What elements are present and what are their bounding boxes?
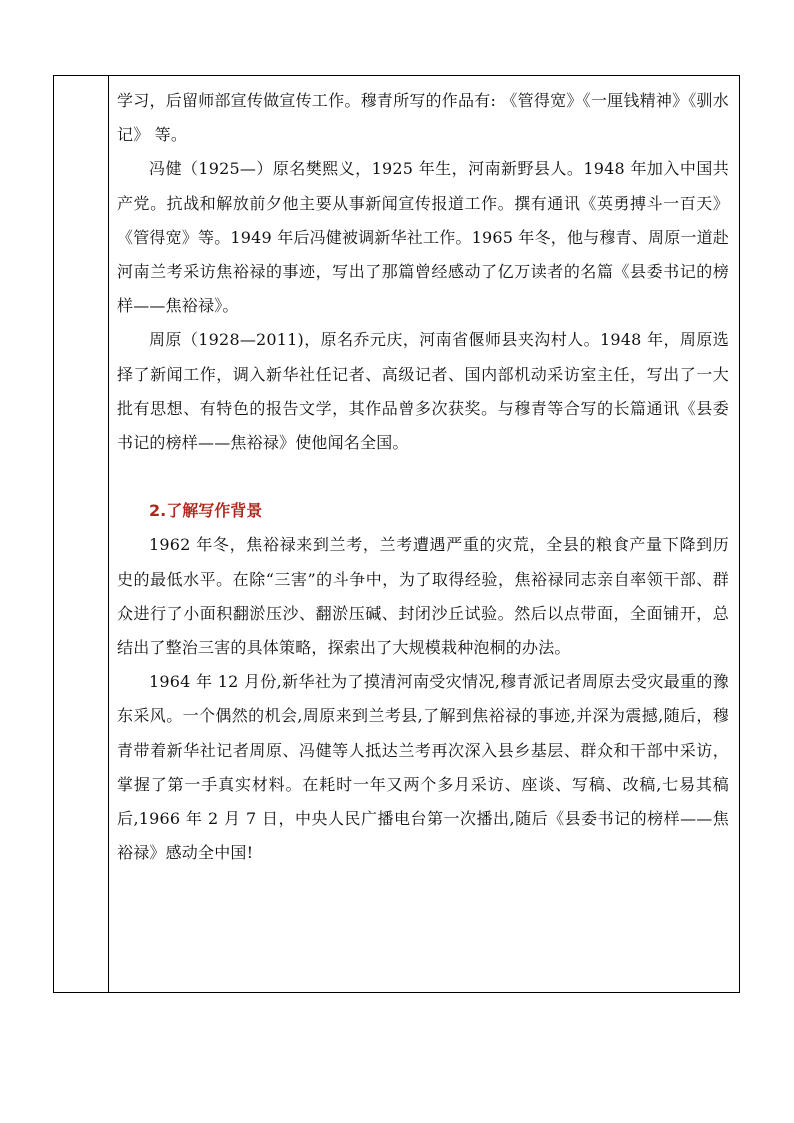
section-spacer <box>117 460 729 494</box>
lesson-table <box>53 75 740 993</box>
zhou-yuan-paragraph: 周原（1928—2011)，原名乔元庆，河南省偃师县夹沟村人。1948 年，周原选择了新闻工作，调入新华社任记者、高级记者、国内部机动采访室主任，写出了一大批有思想、有特色的报告文学，其作品曾多次获奖。与穆青等合写的长篇通讯《县委书记的榜样——焦裕禄》使他闻名全国。 <box>117 330 729 453</box>
background-paragraph-1: 1962 年冬，焦裕禄来到兰考，兰考遭遇严重的灾荒，全县的粮食产量下降到历史的最低水平。在除“三害”的斗争中，为了取得经验，焦裕禄同志亲自率领干部、群众进行了小面积翻淤压沙、翻淤压碱、封闭沙丘试验。然后以点带面，全面铺开，总结出了整治三害的具体策略，探索出了大规模栽种泡桐的办法。 <box>117 535 729 658</box>
background-heading: 2.了解写作背景 <box>149 501 263 521</box>
table-column-divider <box>108 76 109 992</box>
content-cell <box>117 84 729 870</box>
mu-qing-paragraph-continued: 学习，后留师部宣传做宣传工作。穆青所写的作品有: 《管得宽》《一厘钱精神》《驯水记》 等。 <box>117 91 729 145</box>
feng-jian-paragraph: 冯健（1925—）原名樊熙义，1925 年生，河南新野县人。1948 年加入中国共产党。抗战和解放前夕他主要从事新闻宣传报道工作。撰有通讯《英勇搏斗一百天》《管得宽》等。1949 年后冯健被调新华社工作。1965 年冬，他与穆青、周原一道赴河南兰考采访焦裕禄的事迹，写出了那篇曾经感动了亿万读者的名篇《县委书记的榜样——焦裕禄》。 <box>117 159 730 316</box>
background-paragraph-2: 1964 年 12 月份,新华社为了摸清河南受灾情况,穆青派记者周原去受灾最重的豫东采风。一个偶然的机会,周原来到兰考县,了解到焦裕禄的事迹,并深为震撼,随后，穆青带着新华社记者周原、冯健等人抵达兰考再次深入县乡基层、群众和干部中采访，掌握了第一手真实材料。在耗时一年又两个多月采访、座谈、写稿、改稿,七易其稿后,1966 年 2 月 7 日，中央人民广播电台第一次播出,随后《县委书记的榜样——焦裕禄》感动全中国! <box>117 672 729 863</box>
